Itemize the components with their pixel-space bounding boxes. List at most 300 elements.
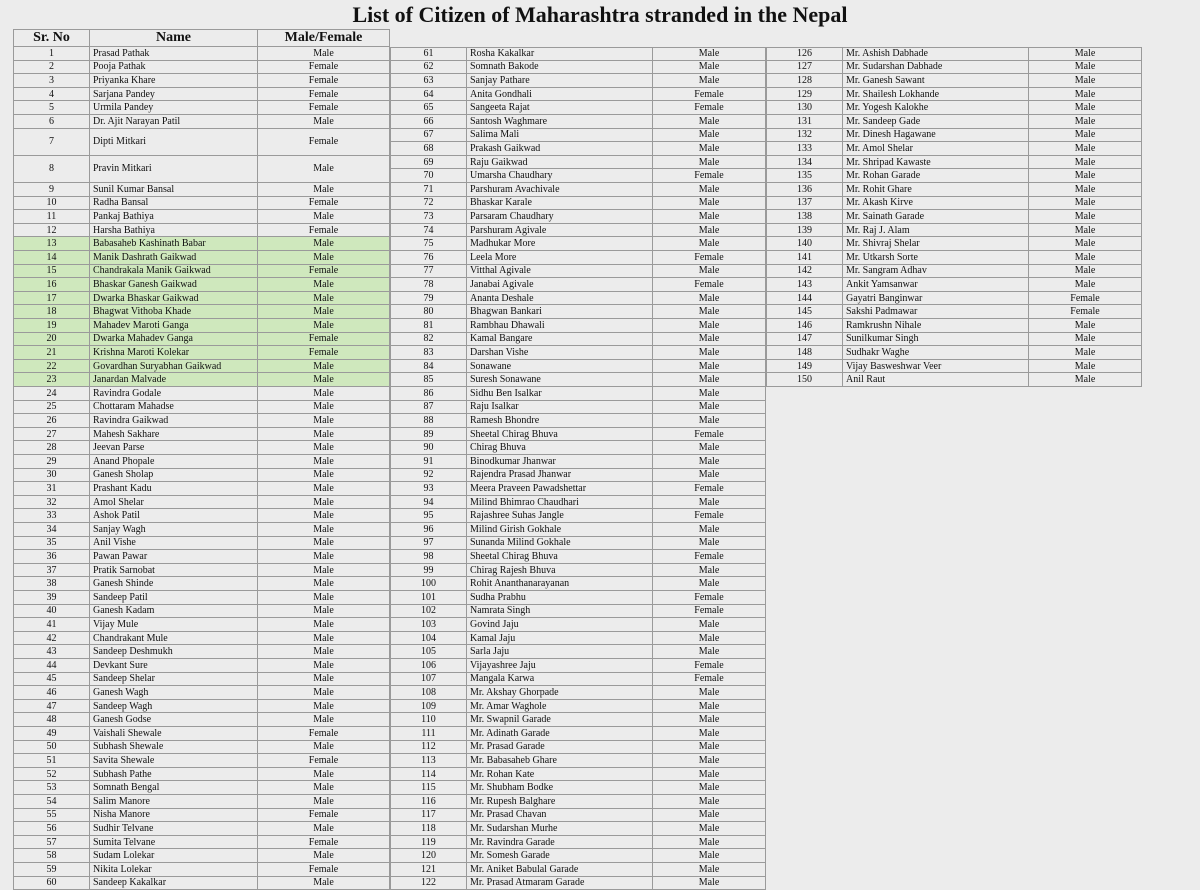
sr-no-cell: 145 [766, 305, 843, 319]
name-cell: Mr. Prasad Garade [467, 741, 653, 755]
table-row [766, 292, 1142, 306]
table-row [13, 741, 390, 755]
table-row [390, 673, 766, 687]
name-cell: Devkant Sure [90, 659, 258, 673]
gender-cell: Female [258, 754, 390, 768]
table-row [390, 142, 766, 156]
name-cell: Vaishali Shewale [90, 727, 258, 741]
sr-no-cell: 35 [13, 537, 90, 551]
sr-no-cell: 95 [390, 509, 467, 523]
table-row [390, 795, 766, 809]
table-row [13, 346, 390, 360]
table-row [766, 101, 1142, 115]
sr-no-cell: 30 [13, 469, 90, 483]
gender-cell: Male [653, 686, 766, 700]
name-cell: Ganesh Godse [90, 713, 258, 727]
gender-cell: Male [258, 577, 390, 591]
name-cell: Janabai Agivale [467, 278, 653, 292]
gender-cell: Male [1029, 319, 1142, 333]
name-cell: Sandeep Deshmukh [90, 645, 258, 659]
table-row [13, 727, 390, 741]
name-cell: Sudhakr Waghe [843, 346, 1029, 360]
table-row [13, 809, 390, 823]
name-cell: Rajashree Suhas Jangle [467, 509, 653, 523]
gender-cell: Male [258, 482, 390, 496]
table-row [13, 387, 390, 401]
name-cell: Mr. Prasad Atmaram Garade [467, 877, 653, 890]
sr-no-cell: 135 [766, 169, 843, 183]
name-cell: Sumita Telvane [90, 836, 258, 850]
gender-cell: Male [258, 47, 390, 61]
gender-cell: Female [653, 591, 766, 605]
name-cell: Parshuram Agivale [467, 224, 653, 238]
table-row [13, 537, 390, 551]
table-row [390, 115, 766, 129]
name-cell: Ganesh Wagh [90, 686, 258, 700]
sr-no-cell: 87 [390, 401, 467, 415]
sr-no-cell: 118 [390, 822, 467, 836]
gender-cell: Male [1029, 210, 1142, 224]
gender-cell: Male [653, 523, 766, 537]
name-cell: Anil Vishe [90, 537, 258, 551]
sr-no-cell: 105 [390, 645, 467, 659]
gender-cell: Male [653, 700, 766, 714]
name-cell: Mr. Aniket Babulal Garade [467, 863, 653, 877]
name-cell: Raju Gaikwad [467, 156, 653, 170]
name-cell: Gayatri Banginwar [843, 292, 1029, 306]
table-row [13, 482, 390, 496]
gender-cell: Male [1029, 142, 1142, 156]
table-row [390, 741, 766, 755]
name-cell: Sudha Prabhu [467, 591, 653, 605]
table-row [13, 877, 390, 890]
sr-no-cell: 133 [766, 142, 843, 156]
sr-no-cell: 46 [13, 686, 90, 700]
gender-cell: Male [1029, 88, 1142, 102]
gender-cell: Female [258, 61, 390, 75]
name-cell: Mahadev Maroti Ganga [90, 319, 258, 333]
table-row [13, 509, 390, 523]
sr-no-cell: 72 [390, 197, 467, 211]
sr-no-cell: 68 [390, 142, 467, 156]
gender-cell: Male [1029, 156, 1142, 170]
table-row [13, 577, 390, 591]
gender-cell: Male [653, 360, 766, 374]
name-cell: Milind Bhimrao Chaudhari [467, 496, 653, 510]
table-row [13, 863, 390, 877]
table-row [766, 88, 1142, 102]
sr-no-cell: 80 [390, 305, 467, 319]
gender-cell: Male [653, 441, 766, 455]
gender-cell: Male [258, 849, 390, 863]
name-cell: Nikita Lolekar [90, 863, 258, 877]
table-row [766, 47, 1142, 61]
gender-cell: Male [258, 605, 390, 619]
gender-cell: Female [653, 88, 766, 102]
name-cell: Chirag Rajesh Bhuva [467, 564, 653, 578]
table-row [390, 129, 766, 143]
sr-no-cell: 62 [390, 61, 467, 75]
gender-cell: Male [653, 387, 766, 401]
name-cell: Ravindra Gaikwad [90, 414, 258, 428]
name-cell: Mr. Rohan Kate [467, 768, 653, 782]
sr-no-cell: 20 [13, 333, 90, 347]
gender-cell: Male [653, 455, 766, 469]
name-cell: Mr. Rupesh Balghare [467, 795, 653, 809]
gender-cell: Male [258, 537, 390, 551]
gender-cell: Male [258, 741, 390, 755]
sr-no-cell: 74 [390, 224, 467, 238]
header-sr-no: Sr. No [13, 29, 90, 47]
table-row [390, 496, 766, 510]
table-row [766, 333, 1142, 347]
sr-no-cell: 82 [390, 333, 467, 347]
table-row [390, 768, 766, 782]
sr-no-cell: 66 [390, 115, 467, 129]
name-cell: Pawan Pawar [90, 550, 258, 564]
table-row [13, 210, 390, 224]
name-cell: Umarsha Chaudhary [467, 169, 653, 183]
sr-no-cell: 36 [13, 550, 90, 564]
table-row [13, 61, 390, 75]
sr-no-cell: 67 [390, 129, 467, 143]
table-row [390, 537, 766, 551]
table-row [13, 101, 390, 115]
sr-no-cell: 29 [13, 455, 90, 469]
name-cell: Mr. Babasaheb Ghare [467, 754, 653, 768]
name-cell: Parshuram Avachivale [467, 183, 653, 197]
name-cell: Jeevan Parse [90, 441, 258, 455]
name-cell: Prakash Gaikwad [467, 142, 653, 156]
sr-no-cell: 103 [390, 618, 467, 632]
gender-cell: Male [653, 645, 766, 659]
name-cell: Janardan Malvade [90, 373, 258, 387]
name-cell: Rohit Ananthanarayanan [467, 577, 653, 591]
table-column-3 [766, 47, 1142, 387]
gender-cell: Male [258, 645, 390, 659]
sr-no-cell: 1 [13, 47, 90, 61]
name-cell: Raju Isalkar [467, 401, 653, 415]
name-cell: Bhaskar Ganesh Gaikwad [90, 278, 258, 292]
name-cell: Subhash Pathe [90, 768, 258, 782]
gender-cell: Female [653, 509, 766, 523]
gender-cell: Male [653, 877, 766, 890]
gender-cell: Male [1029, 183, 1142, 197]
sr-no-cell: 17 [13, 292, 90, 306]
table-row [390, 428, 766, 442]
name-cell: Darshan Vishe [467, 346, 653, 360]
gender-cell: Male [653, 632, 766, 646]
table-row [390, 455, 766, 469]
name-cell: Savita Shewale [90, 754, 258, 768]
name-cell: Bhaskar Karale [467, 197, 653, 211]
name-cell: Mr. Rohit Ghare [843, 183, 1029, 197]
name-cell: Mr. Sudarshan Dabhade [843, 61, 1029, 75]
gender-cell: Male [258, 523, 390, 537]
table-row [390, 305, 766, 319]
sr-no-cell: 130 [766, 101, 843, 115]
table-row [766, 251, 1142, 265]
gender-cell: Male [653, 47, 766, 61]
table-row [13, 319, 390, 333]
sr-no-cell: 134 [766, 156, 843, 170]
gender-cell: Male [653, 333, 766, 347]
name-cell: Mr. Prasad Chavan [467, 809, 653, 823]
name-cell: Dr. Ajit Narayan Patil [90, 115, 258, 129]
name-cell: Ashok Patil [90, 509, 258, 523]
table-row [766, 74, 1142, 88]
table-row [13, 197, 390, 211]
name-cell: Radha Bansal [90, 197, 258, 211]
table-row [13, 265, 390, 279]
table-row [390, 618, 766, 632]
name-cell: Sudhir Telvane [90, 822, 258, 836]
table-row [13, 251, 390, 265]
table-row [390, 809, 766, 823]
sr-no-cell: 14 [13, 251, 90, 265]
name-cell: Sandeep Patil [90, 591, 258, 605]
name-cell: Chirag Bhuva [467, 441, 653, 455]
name-cell: Sunanda Milind Gokhale [467, 537, 653, 551]
name-cell: Dipti Mitkari [90, 129, 258, 156]
gender-cell: Female [653, 482, 766, 496]
name-cell: Milind Girish Gokhale [467, 523, 653, 537]
name-cell: Mr. Amar Waghole [467, 700, 653, 714]
gender-cell: Male [258, 278, 390, 292]
name-cell: Pooja Pathak [90, 61, 258, 75]
table-row [390, 197, 766, 211]
table-row [13, 47, 390, 61]
gender-cell: Male [653, 741, 766, 755]
name-cell: Sarjana Pandey [90, 88, 258, 102]
sr-no-cell: 83 [390, 346, 467, 360]
sr-no-cell: 131 [766, 115, 843, 129]
sr-no-cell: 97 [390, 537, 467, 551]
sr-no-cell: 144 [766, 292, 843, 306]
name-cell: Sandeep Shelar [90, 673, 258, 687]
sr-no-cell: 89 [390, 428, 467, 442]
name-cell: Bhagwan Bankari [467, 305, 653, 319]
gender-cell: Female [258, 333, 390, 347]
gender-cell: Female [653, 605, 766, 619]
name-cell: Mr. Dinesh Hagawane [843, 129, 1029, 143]
sr-no-cell: 8 [13, 156, 90, 183]
table-row [766, 142, 1142, 156]
table-row [390, 169, 766, 183]
name-cell: Dwarka Bhaskar Gaikwad [90, 292, 258, 306]
gender-cell: Male [653, 115, 766, 129]
gender-cell: Male [258, 210, 390, 224]
name-cell: Sandeep Kakalkar [90, 877, 258, 890]
sr-no-cell: 88 [390, 414, 467, 428]
gender-cell: Male [653, 305, 766, 319]
name-cell: Mr. Sandeep Gade [843, 115, 1029, 129]
gender-cell: Male [258, 292, 390, 306]
table-row [13, 129, 390, 156]
gender-cell: Male [258, 401, 390, 415]
table-row [13, 74, 390, 88]
sr-no-cell: 2 [13, 61, 90, 75]
sr-no-cell: 102 [390, 605, 467, 619]
name-cell: Sidhu Ben Isalkar [467, 387, 653, 401]
table-row [13, 659, 390, 673]
gender-cell: Male [1029, 101, 1142, 115]
name-cell: Sudam Lolekar [90, 849, 258, 863]
sr-no-cell: 71 [390, 183, 467, 197]
sr-no-cell: 55 [13, 809, 90, 823]
table-row [390, 387, 766, 401]
sr-no-cell: 143 [766, 278, 843, 292]
sr-no-cell: 79 [390, 292, 467, 306]
gender-cell: Male [258, 251, 390, 265]
name-cell: Mr. Yogesh Kalokhe [843, 101, 1029, 115]
name-cell: Mr. Rohan Garade [843, 169, 1029, 183]
table-row [390, 278, 766, 292]
table-row [390, 863, 766, 877]
table-row [390, 251, 766, 265]
sr-no-cell: 98 [390, 550, 467, 564]
gender-cell: Male [1029, 251, 1142, 265]
sr-no-cell: 25 [13, 401, 90, 415]
sr-no-cell: 26 [13, 414, 90, 428]
table-column-1 [13, 29, 390, 889]
sr-no-cell: 7 [13, 129, 90, 156]
table-row [390, 360, 766, 374]
name-cell: Mr. Raj J. Alam [843, 224, 1029, 238]
table-row [13, 278, 390, 292]
table-row [390, 156, 766, 170]
table-row [13, 550, 390, 564]
sr-no-cell: 81 [390, 319, 467, 333]
name-cell: Kamal Bangare [467, 333, 653, 347]
gender-cell: Male [1029, 61, 1142, 75]
table-row [13, 305, 390, 319]
name-cell: Nisha Manore [90, 809, 258, 823]
table-row [390, 781, 766, 795]
sr-no-cell: 114 [390, 768, 467, 782]
gender-cell: Male [258, 686, 390, 700]
table-row [13, 849, 390, 863]
name-cell: Chandrakala Manik Gaikwad [90, 265, 258, 279]
sr-no-cell: 101 [390, 591, 467, 605]
table-row [390, 754, 766, 768]
table-row [13, 591, 390, 605]
gender-cell: Male [653, 727, 766, 741]
name-cell: Amol Shelar [90, 496, 258, 510]
name-cell: Dwarka Mahadev Ganga [90, 333, 258, 347]
name-cell: Ganesh Kadam [90, 605, 258, 619]
table-row [13, 428, 390, 442]
gender-cell: Male [653, 863, 766, 877]
name-cell: Sunilkumar Singh [843, 333, 1029, 347]
name-cell: Mr. Shivraj Shelar [843, 237, 1029, 251]
sr-no-cell: 108 [390, 686, 467, 700]
table-row [390, 836, 766, 850]
table-row [390, 319, 766, 333]
gender-cell: Female [1029, 305, 1142, 319]
sr-no-cell: 106 [390, 659, 467, 673]
table-row [766, 265, 1142, 279]
gender-cell: Male [258, 428, 390, 442]
sr-no-cell: 149 [766, 360, 843, 374]
name-cell: Manik Dashrath Gaikwad [90, 251, 258, 265]
sr-no-cell: 137 [766, 197, 843, 211]
sr-no-cell: 48 [13, 713, 90, 727]
table-row [13, 673, 390, 687]
gender-cell: Male [258, 455, 390, 469]
table-row [13, 156, 390, 183]
name-cell: Sanjay Pathare [467, 74, 653, 88]
table-row [766, 210, 1142, 224]
page-title: List of Citizen of Maharashtra stranded in the Nepal [352, 2, 848, 27]
name-cell: Mr. Sainath Garade [843, 210, 1029, 224]
table-row [390, 469, 766, 483]
gender-cell: Female [258, 836, 390, 850]
sr-no-cell: 23 [13, 373, 90, 387]
table-row [390, 346, 766, 360]
table-row [390, 686, 766, 700]
sr-no-cell: 78 [390, 278, 467, 292]
gender-cell: Male [653, 224, 766, 238]
sr-no-cell: 73 [390, 210, 467, 224]
table-row [13, 781, 390, 795]
gender-cell: Male [258, 768, 390, 782]
gender-cell: Male [258, 700, 390, 714]
table-row [13, 768, 390, 782]
gender-cell: Male [258, 496, 390, 510]
table-row [13, 455, 390, 469]
table-row [766, 169, 1142, 183]
name-cell: Pravin Mitkari [90, 156, 258, 183]
sr-no-cell: 44 [13, 659, 90, 673]
name-cell: Mr. Sangram Adhav [843, 265, 1029, 279]
table-row [390, 183, 766, 197]
sr-no-cell: 15 [13, 265, 90, 279]
name-cell: Sheetal Chirag Bhuva [467, 428, 653, 442]
sr-no-cell: 21 [13, 346, 90, 360]
gender-cell: Male [653, 183, 766, 197]
sr-no-cell: 115 [390, 781, 467, 795]
sr-no-cell: 94 [390, 496, 467, 510]
gender-cell: Male [258, 795, 390, 809]
table-row [13, 700, 390, 714]
name-cell: Kamal Jaju [467, 632, 653, 646]
name-cell: Mr. Swapnil Garade [467, 713, 653, 727]
sr-no-cell: 60 [13, 877, 90, 890]
table-row [390, 88, 766, 102]
sr-no-cell: 84 [390, 360, 467, 374]
sr-no-cell: 119 [390, 836, 467, 850]
sr-no-cell: 59 [13, 863, 90, 877]
table-row [766, 129, 1142, 143]
gender-cell: Male [1029, 333, 1142, 347]
sr-no-cell: 120 [390, 849, 467, 863]
sr-no-cell: 147 [766, 333, 843, 347]
sr-no-cell: 27 [13, 428, 90, 442]
sr-no-cell: 32 [13, 496, 90, 510]
gender-cell: Male [653, 496, 766, 510]
sr-no-cell: 13 [13, 237, 90, 251]
gender-cell: Male [653, 849, 766, 863]
table-row [390, 632, 766, 646]
gender-cell: Male [258, 305, 390, 319]
table-column-2 [390, 47, 766, 889]
name-cell: Vijayashree Jaju [467, 659, 653, 673]
gender-cell: Male [653, 210, 766, 224]
table-row [390, 47, 766, 61]
gender-cell: Male [653, 265, 766, 279]
gender-cell: Male [258, 441, 390, 455]
